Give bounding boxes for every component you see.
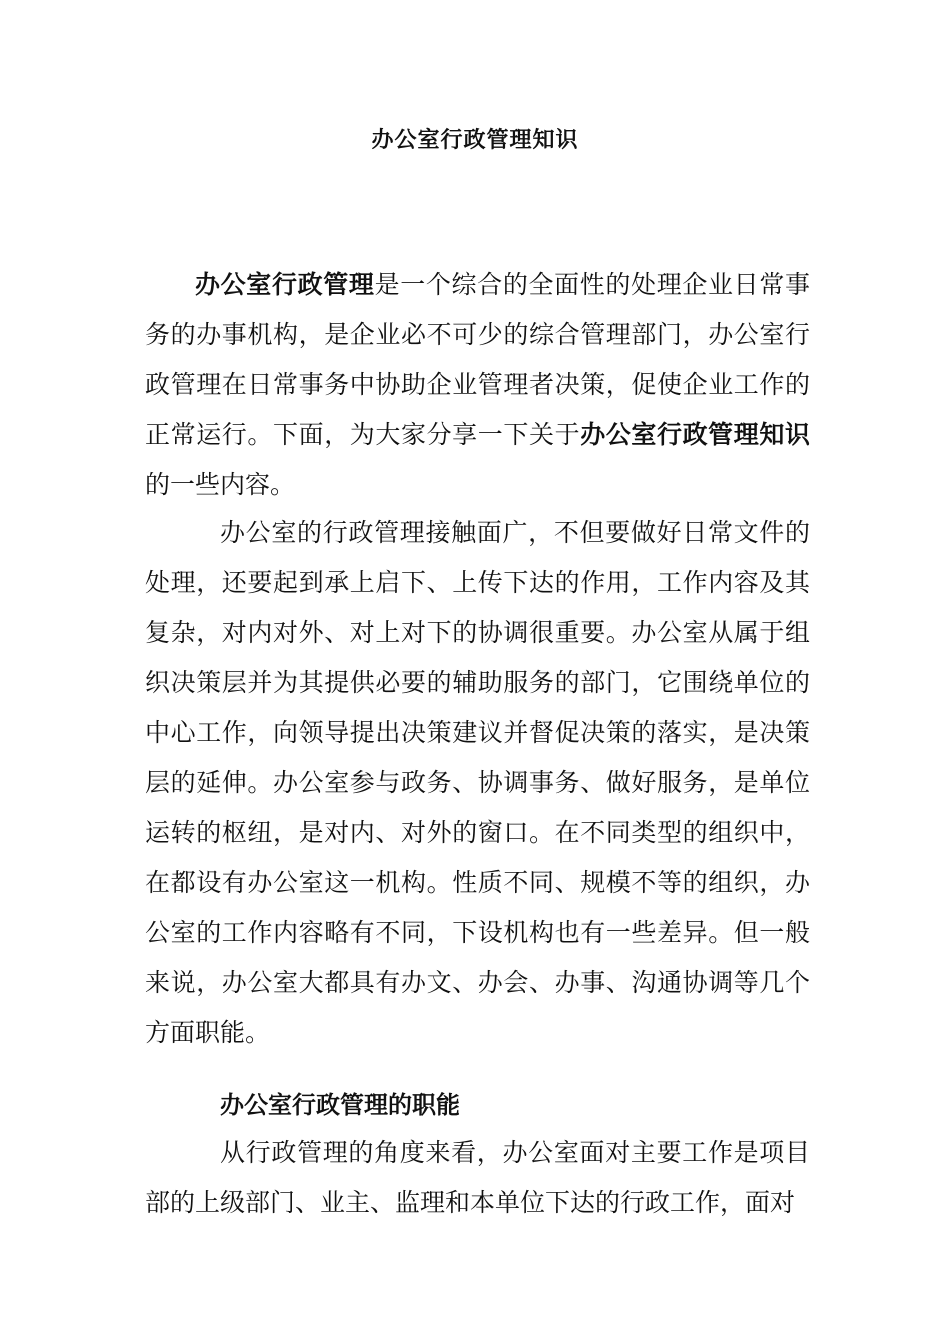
paragraph-intro-text-a: 是一个综合的全面性的处理企业日常事务的办事机构，是企业必不可少的综合管理部门，办公室行政管理在日常事务中协助企业管理者决策，促使企业工作的正常运行。下面，为大家分享一下关于 xyxy=(145,270,810,449)
paragraph-intro-text-b: 的一些内容。 xyxy=(145,470,296,499)
section-heading: 办公室行政管理的职能 xyxy=(220,1090,460,1119)
paragraph-overview: 办公室的行政管理接触面广，不但要做好日常文件的处理，还要起到承上启下、上传下达的作用，工作内容及其复杂，对内对外、对上对下的协调很重要。办公室从属于组织决策层并为其提供必要的辅助服务的部门，它围绕单位的中心工作，向领导提出决策建议并督促决策的落实，是决策层的延伸。办公室参与政务、协调事务、做好服务，是单位运转的枢纽，是对内、对外的窗口。在不同类型的组织中，在都设有办公室这一机构。性质不同、规模不等的组织，办公室的工作内容略有不同，下设机构也有一些差异。但一般来说，办公室大都具有办文、办会、办事、沟通协调等几个方面职能。 xyxy=(145,518,810,1047)
bold-term-lead: 办公室行政管理 xyxy=(195,270,375,299)
document-title: 办公室行政管理知识 xyxy=(371,127,579,153)
paragraph-intro xyxy=(145,260,810,510)
paragraph-functions: 从行政管理的角度来看，办公室面对主要工作是项目部的上级部门、业主、监理和本单位下达的行政工作，面对 xyxy=(145,1138,810,1217)
bold-term-mid: 办公室行政管理知识 xyxy=(580,420,810,449)
